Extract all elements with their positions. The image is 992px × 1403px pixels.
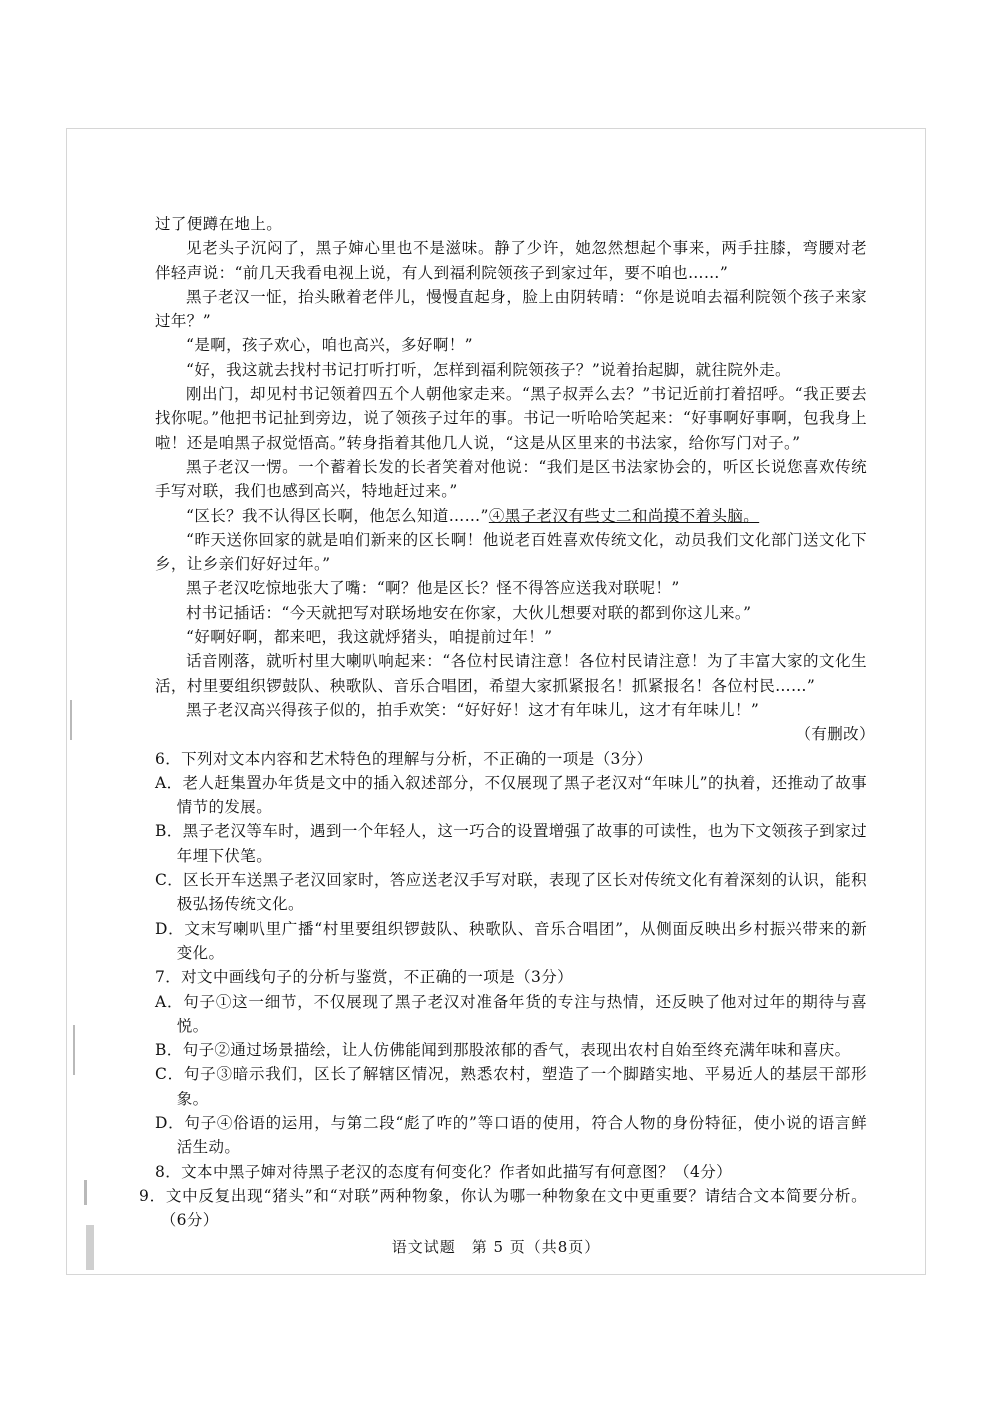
question-6-stem: 6．下列对文本内容和艺术特色的理解与分析，不正确的一项是（3分） [155,749,653,768]
story-paragraph-13: 话音刚落，就听村里大喇叭响起来：“各位村民请注意！各位村民请注意！为了丰富大家的文化生活，村里要组织锣鼓队、秧歌队、音乐合唱团，希望大家抓紧报名！抓紧报名！各位村民……” [155,652,867,695]
story-paragraph-3: 黑子老汉一怔，抬头瞅着老伴儿，慢慢直起身，脸上由阴转晴：“你是说咱去福利院领个孩子来家过年？” [155,287,867,331]
scan-artifact-1 [70,700,72,740]
scan-artifact-2 [73,1025,75,1075]
question-6-option-a: A．老人赶集置办年货是文中的插入叙述部分，不仅展现了黑子老汉对“年味儿”的执着，还推动了故事情节的发展。 [155,773,867,817]
story-paragraph-7: 黑子老汉一愣。一个蓄着长发的长者笑着对他说：“我们是区书法家协会的，听区长说您喜欢传统手写对联，我们也感到高兴，特地赶过来。” [155,457,867,501]
question-7-option-c: C．句子③暗示我们，区长了解辖区情况，熟悉农村，塑造了一个脚踏实地、平易近人的基层干部形象。 [155,1065,867,1108]
quote-text: “区长？我不认得区长啊，他怎么知道……” [186,506,489,525]
page-footer: 语文试题 第 5 页（共8页） [391,1238,601,1256]
underlined-sentence-4: ④黑子老汉有些丈二和尚摸不着头脑。 [488,506,760,525]
story-paragraph-1: 过了便蹲在地上。 [155,215,283,233]
question-6 [155,747,867,966]
scan-artifact-3 [84,1180,87,1205]
story-paragraph-12: “好啊好啊，都来吧，我这就烀猪头，咱提前过年！” [186,628,553,647]
story-paragraph-10: 黑子老汉吃惊地张大了嘴：“啊？他是区长？怪不得答应送我对联呢！” [186,579,680,598]
story-paragraph-8 [155,504,867,528]
story-paragraph-6: 刚出门，却见村书记领着四五个人朝他家走来。“黑子叔弄么去？”书记近前打着招呼。“我正要去找你呢。”他把书记扯到旁边，说了领孩子过年的事。书记一听哈哈笑起来：“好事啊好事啊，包我身上啦！还是咱黑子叔觉悟高。”转身指着其他几人说，“这是从区里来的书法家，给你写门对子。” [155,385,867,452]
question-7 [155,965,867,1159]
story-paragraph-5: “好，我这就去找村书记打听打听，怎样到福利院领孩子？”说着抬起脚，就往院外走。 [186,360,791,379]
question-7-option-a: A．句子①这一细节，不仅展现了黑子老汉对准备年货的专注与热情，还反映了他对过年的期待与喜悦。 [155,992,867,1035]
question-8: 8．文本中黑子婶对待黑子老汉的态度有何变化？作者如此描写有何意图？（4分） [155,1162,733,1181]
question-9: 9．文中反复出现“猪头”和“对联”两种物象，你认为哪一种物象在文中更重要？请结合文本简要分析。（6分） [139,1186,867,1230]
exam-content [139,212,875,1232]
story-paragraph-2: 见老头子沉闷了，黑子婶心里也不是滋味。静了少许，她忽然想起个事来，两手拄膝，弯腰对老伴轻声说：“前几天我看电视上说，有人到福利院领孩子到家过年，要不咱也……” [155,239,867,282]
question-7-stem: 7．对文中画线句子的分析与鉴赏，不正确的一项是（3分） [155,968,574,987]
question-6-option-b: B．黑子老汉等车时，遇到一个年轻人，这一巧合的设置增强了故事的可读性，也为下文领孩子到家过年埋下伏笔。 [155,822,867,865]
story-paragraph-4: “是啊，孩子欢心，咱也高兴，多好啊！” [186,336,473,355]
question-6-option-d: D．文末写喇叭里广播“村里要组织锣鼓队、秧歌队、音乐合唱团”，从侧面反映出乡村振兴带来的新变化。 [155,919,867,962]
story-paragraph-11: 村书记插话：“今天就把写对联场地安在你家，大伙儿想要对联的都到你这儿来。” [186,603,752,622]
story-paragraph-9: “昨天送你回家的就是咱们新来的区长啊！他说老百姓喜欢传统文化，动员我们文化部门送文化下乡，让乡亲们好好过年。” [155,530,867,574]
story-paragraph-14: 黑子老汉高兴得孩子似的，拍手欢笑：“好好好！这才有年味儿，这才有年味儿！” [186,700,760,719]
question-7-option-b: B．句子②通过场景描绘，让人仿佛能闻到那股浓郁的香气，表现出农村自始至终充满年味和喜庆。 [155,1041,851,1060]
edit-note: （有删改） [795,725,875,744]
question-7-option-d: D．句子④俗语的运用，与第二段“彪了咋的”等口语的使用，符合人物的身份特征，使小说的语言鲜活生动。 [155,1113,867,1157]
question-6-option-c: C．区长开车送黑子老汉回家时，答应送老汉手写对联，表现了区长对传统文化有着深刻的认识，能积极弘扬传统文化。 [155,871,867,914]
